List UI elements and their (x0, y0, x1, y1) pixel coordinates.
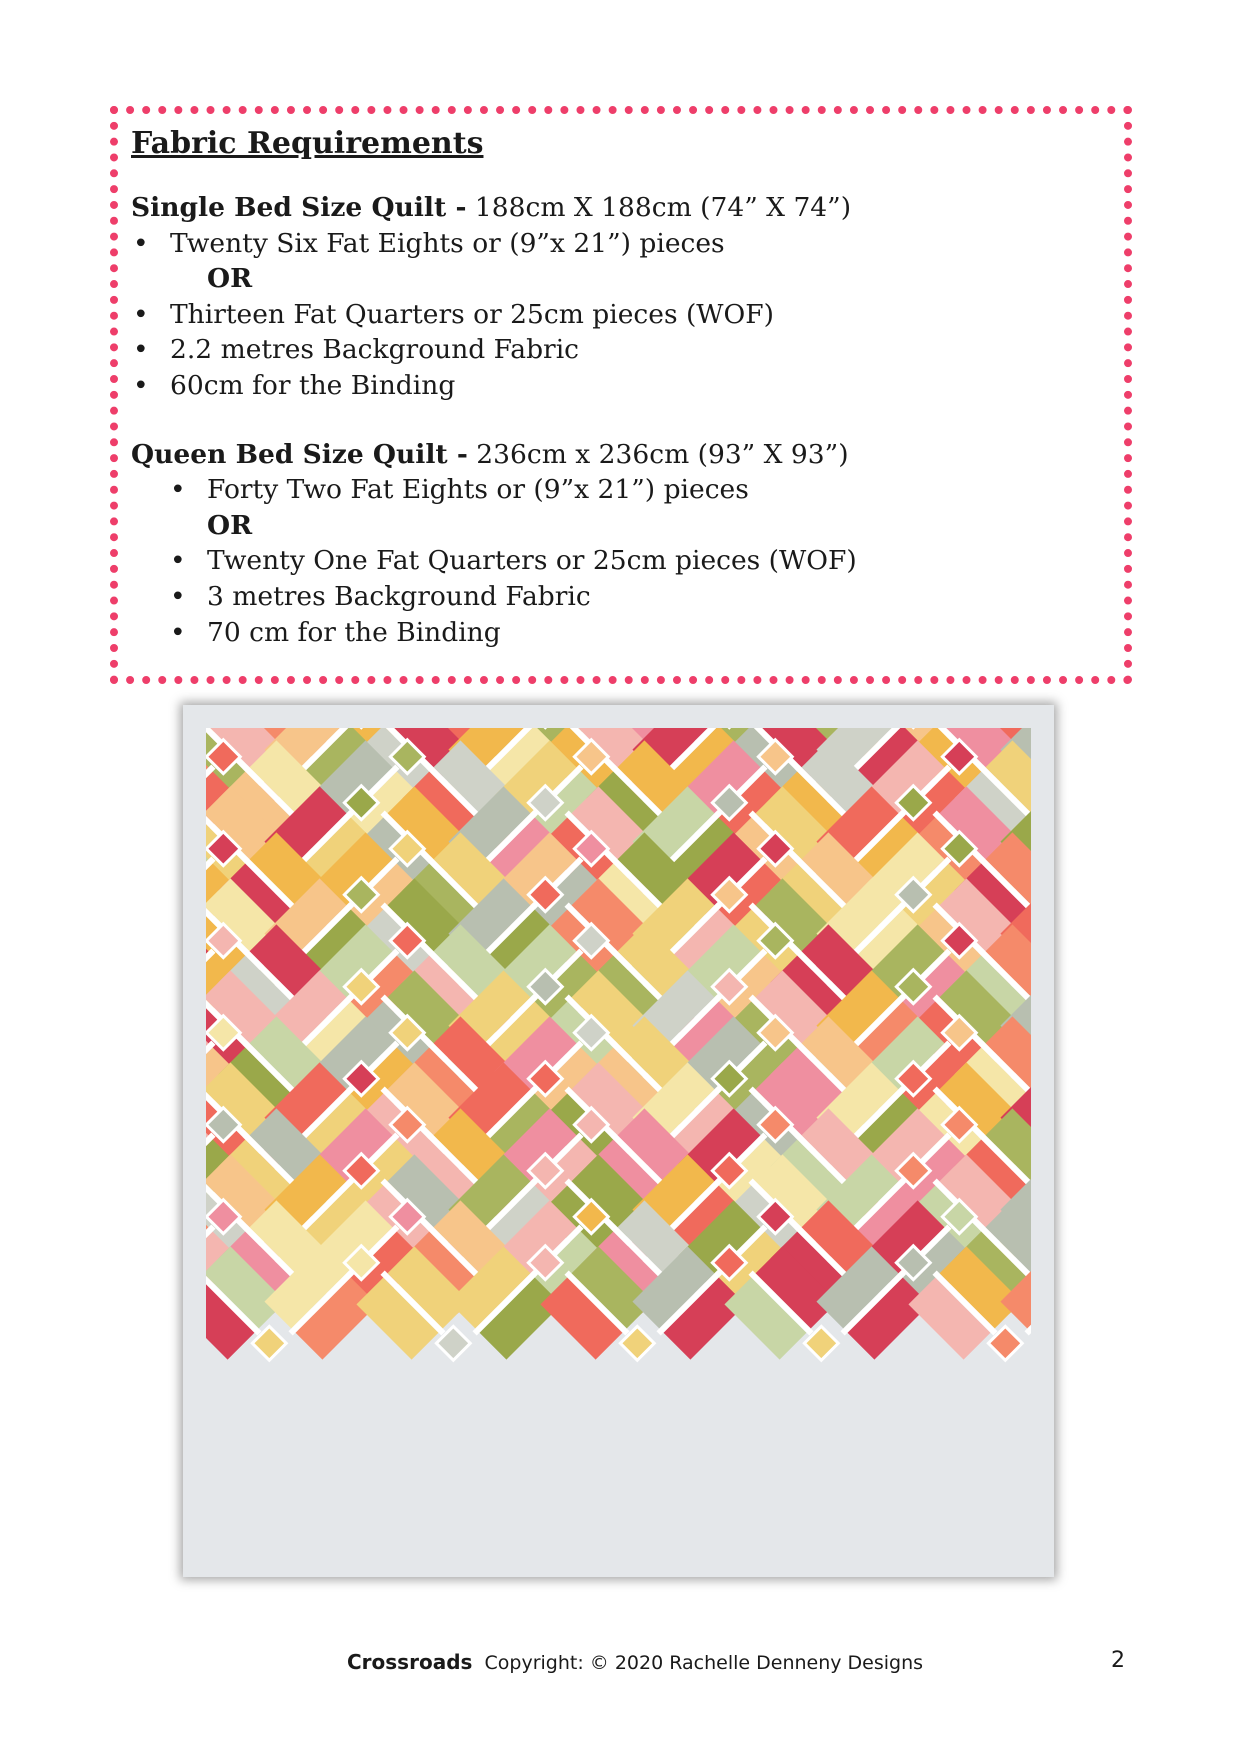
list-item (131, 579, 1111, 615)
single-bed-list (131, 226, 1111, 404)
bullet-icon: • (170, 474, 186, 506)
queen-bed-size-line (131, 437, 1111, 473)
footer-credit (347, 1650, 923, 1674)
list-item (131, 368, 1111, 404)
bullet-icon: • (133, 298, 149, 330)
footer-title: Crossroads (347, 1650, 473, 1674)
list-item-text: Forty Two Fat Eights or (9”x 21”) pieces (207, 474, 749, 506)
list-item-text: 3 metres Background Fabric (207, 580, 591, 612)
quilt-illustration (183, 705, 1054, 1577)
bullet-icon: • (133, 334, 149, 366)
queen-bed-dimensions: 236cm x 236cm (93” X 93”) (467, 438, 849, 470)
list-item-text: 2.2 metres Background Fabric (170, 334, 580, 366)
fabric-requirements-content (131, 118, 1111, 650)
or-separator (131, 261, 1111, 297)
bullet-icon: • (170, 616, 186, 648)
list-item (131, 226, 1111, 262)
list-item-text: Twenty Six Fat Eights or (9”x 21”) pieces (170, 227, 725, 259)
or-label: OR (207, 509, 253, 541)
bullet-icon: • (170, 545, 186, 577)
list-item (131, 332, 1111, 368)
list-item (131, 297, 1111, 333)
footer-copyright: Copyright: © 2020 Rachelle Denneny Designs (484, 1652, 924, 1674)
list-item-text: 60cm for the Binding (170, 369, 456, 401)
bullet-icon: • (133, 227, 149, 259)
quilt-pattern (183, 705, 1054, 1569)
or-label: OR (207, 263, 253, 295)
list-item (131, 472, 1111, 508)
quilt-photo (183, 705, 1054, 1577)
section-heading: Fabric Requirements (131, 126, 484, 161)
queen-bed-title: Queen Bed Size Quilt - (131, 438, 468, 470)
page-number: 2 (1111, 1648, 1125, 1673)
single-bed-size-line (131, 190, 1111, 226)
single-bed-dimensions: 188cm X 188cm (74” X 74”) (466, 192, 852, 223)
list-item-text: Twenty One Fat Quarters or 25cm pieces (WOF) (207, 545, 857, 577)
list-item-text: Thirteen Fat Quarters or 25cm pieces (WOF) (170, 298, 774, 330)
list-item (131, 615, 1111, 651)
queen-bed-list (131, 472, 1111, 650)
list-item (131, 543, 1111, 579)
or-separator (131, 508, 1111, 544)
single-bed-title: Single Bed Size Quilt - (131, 192, 467, 223)
bullet-icon: • (133, 369, 149, 401)
list-item-text: 70 cm for the Binding (207, 616, 501, 648)
bullet-icon: • (170, 580, 186, 612)
